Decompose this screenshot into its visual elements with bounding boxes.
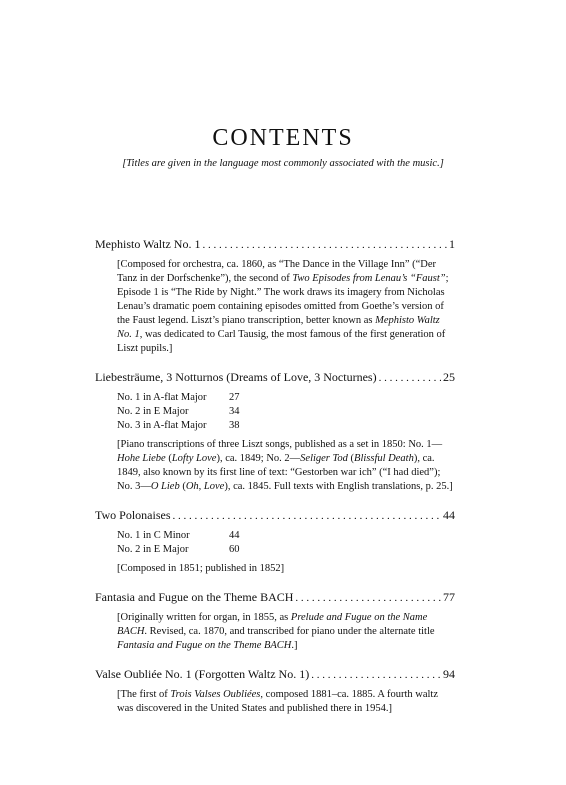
- contents-entry: [95, 666, 455, 716]
- dot-leader: [202, 237, 447, 253]
- entry-body: [95, 258, 455, 356]
- note-text: [Piano transcriptions of three Liszt songs, published as a set in 1850: No. 1—: [117, 439, 443, 450]
- note-text: [Composed for orchestra, ca. 1860, as “The Dance in the Village Inn” (“Der Tanz in der Dorfschenke”), the second of: [117, 259, 437, 284]
- sub-item-label: No. 3 in A-flat Major: [117, 420, 207, 431]
- dot-leader: [173, 508, 442, 524]
- sub-item-page-number: 34: [229, 406, 240, 417]
- entry-body: [95, 611, 455, 653]
- italic-title: Lofty Love: [171, 453, 217, 464]
- sub-item-label: No. 1 in C Minor: [117, 530, 190, 541]
- sub-item-label: No. 1 in A-flat Major: [117, 392, 207, 403]
- italic-title: Oh, Love: [185, 481, 225, 492]
- entry-title: Valse Oubliée No. 1 (Forgotten Waltz No. 1): [95, 667, 310, 681]
- page-subtitle: [Titles are given in the language most commonly associated with the music.]: [122, 158, 444, 169]
- page-title: CONTENTS: [212, 125, 354, 151]
- contents-entry: [95, 236, 455, 356]
- italic-title: Two Episodes from Lenau’s “Faust”: [292, 273, 446, 284]
- italic-title: Hohe Liebe: [117, 453, 166, 464]
- entry-note: [117, 562, 455, 576]
- note-text: (: [165, 453, 172, 464]
- list-item: [117, 529, 455, 543]
- entry-title: Two Polonaises: [95, 508, 171, 522]
- entry-heading-line: [95, 589, 455, 606]
- note-text: (: [347, 453, 355, 464]
- sub-item-page-number: 44: [229, 530, 240, 541]
- entry-body: [95, 529, 455, 576]
- italic-title: Prelude and Fugue on the Name BACH: [117, 612, 428, 637]
- list-item: [117, 543, 455, 557]
- note-text: [The first of: [117, 689, 171, 700]
- italic-title: Fantasia and Fugue on the Theme BACH: [117, 640, 292, 651]
- entry-heading-line: [95, 236, 455, 253]
- italic-title: Blissful Death: [354, 453, 414, 464]
- dot-leader: [379, 370, 441, 386]
- note-text: .]: [291, 640, 298, 651]
- note-text: (: [179, 481, 186, 492]
- entry-page-number: 77: [443, 590, 455, 604]
- dot-leader: [295, 590, 441, 606]
- entry-title: Liebesträume, 3 Notturnos (Dreams of Love, 3 Nocturnes): [95, 370, 377, 384]
- note-text: [Composed in 1851; published in 1852]: [117, 563, 285, 574]
- note-text: , was dedicated to Carl Tausig, the most famous of the first generation of Liszt pupils.]: [117, 329, 446, 354]
- italic-title: O Lieb: [150, 481, 180, 492]
- sub-item-list: [117, 391, 455, 433]
- italic-title: Seliger Tod: [300, 453, 348, 464]
- italic-title: Trois Valses Oubliées: [170, 689, 261, 700]
- entry-page-number: 1: [449, 237, 455, 251]
- sub-item-page-number: 60: [229, 544, 240, 555]
- italic-title: Mephisto Waltz No. 1: [117, 315, 440, 340]
- list-item: [117, 391, 455, 405]
- contents-list: [95, 236, 455, 729]
- entry-title: Fantasia and Fugue on the Theme BACH: [95, 590, 294, 604]
- entry-note: [117, 688, 455, 716]
- contents-entry: [95, 369, 455, 494]
- entry-note: [117, 611, 455, 653]
- note-text: ), ca. 1849, also known by its first line of text: “Gestorben war ich” (“I had died”); No. 3—: [117, 453, 441, 492]
- contents-entry: [95, 589, 455, 653]
- sub-item-page-number: 27: [229, 392, 240, 403]
- note-text: [Originally written for organ, in 1855, as: [117, 612, 291, 623]
- note-text: ; Episode 1 is “The Ride by Night.” The work draws its imagery from Nicholas Lenau’s dramatic poem containing episodes omitted from Goethe’s version of the Faust legend. Liszt’s piano transcription, better known as: [117, 273, 449, 326]
- note-text: ), ca. 1845. Full texts with English translations, p. 25.]: [224, 481, 453, 492]
- entry-heading-line: [95, 507, 455, 524]
- sub-item-list: [117, 529, 455, 557]
- list-item: [117, 405, 455, 419]
- contents-entry: [95, 507, 455, 576]
- entry-heading-line: [95, 369, 455, 386]
- entry-title: Mephisto Waltz No. 1: [95, 237, 201, 251]
- sub-item-page-number: 38: [229, 420, 240, 431]
- entry-body: [95, 391, 455, 494]
- sub-item-label: No. 2 in E Major: [117, 406, 189, 417]
- entry-heading-line: [95, 666, 455, 683]
- entry-page-number: 94: [443, 667, 455, 681]
- entry-page-number: 25: [443, 370, 455, 384]
- note-text: , composed 1881–ca. 1885. A fourth waltz was discovered in the United States and published there in 1954.]: [117, 689, 438, 714]
- entry-note: [117, 438, 455, 494]
- entry-body: [95, 688, 455, 716]
- entry-page-number: 44: [443, 508, 455, 522]
- dot-leader: [311, 667, 441, 683]
- entry-note: [117, 258, 455, 356]
- sub-item-label: No. 2 in E Major: [117, 544, 189, 555]
- note-text: . Revised, ca. 1870, and transcribed for piano under the alternate title: [144, 626, 435, 637]
- list-item: [117, 419, 455, 433]
- note-text: ), ca. 1849; No. 2—: [216, 453, 301, 464]
